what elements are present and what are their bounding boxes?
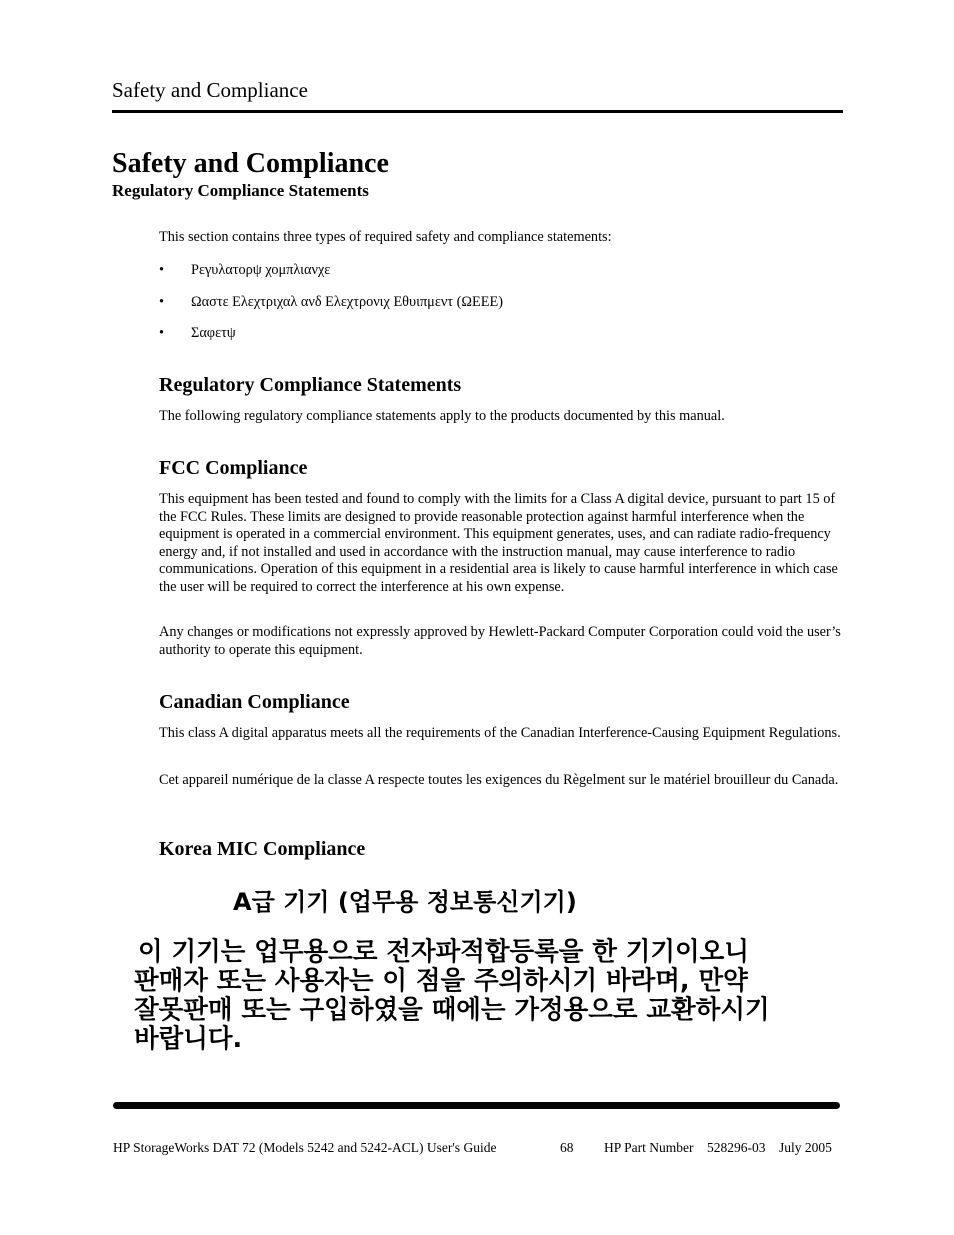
list-item [159, 294, 503, 326]
page-subtitle: Regulatory Compliance Statements [112, 181, 369, 200]
fcc-heading: FCC Compliance [159, 457, 308, 479]
fcc-paragraph-2: Any changes or modifications not expressly approved by Hewlett-Packard Computer Corporation could void the user’s authority to operate this equipment. [159, 624, 841, 658]
regulatory-heading: Regulatory Compliance Statements [159, 374, 462, 396]
korea-statement-line: 잘못판매 또는 구입하였을 때에는 가정용으로 교환하시기 [134, 995, 770, 1025]
list-item [159, 325, 503, 357]
canadian-paragraph-fr: Cet appareil numérique de la classe A respecte toutes les exigences du Règelment sur le matériel brouilleur du Canada. [159, 772, 839, 788]
footer-part-number: 528296-03 [707, 1140, 766, 1155]
fcc-paragraph-1: This equipment has been tested and found to comply with the limits for a Class A digital device, pursuant to part 15 of the FCC Rules. These limits are designed to provide reasonable protection against harmful interference when the equipment is operated in a commercial environment. This equipment generates, uses, and can radiate radio-frequency energy and, if not installed and used in accordance with the instruction manual, may cause interference to radio communications. Operation of this equipment in a residential area is likely to cause harmful interference in which case the user will be required to correct the interference at his own expense. [159, 491, 838, 595]
regulatory-paragraph: The following regulatory compliance statements apply to the products documented by this manual. [159, 408, 725, 424]
footer-part-number-label: HP Part Number [604, 1140, 694, 1155]
running-header: Safety and Compliance [112, 78, 308, 102]
footer-date: July 2005 [779, 1140, 832, 1155]
footer-rule [113, 1102, 840, 1109]
bullet-icon: • [159, 262, 165, 278]
list-item-text: Σαφετψ [191, 325, 236, 341]
bullet-icon: • [159, 293, 165, 310]
canadian-heading: Canadian Compliance [159, 691, 350, 713]
korea-statement-body [134, 938, 844, 1054]
intro-paragraph: This section contains three types of required safety and compliance statements: [159, 229, 612, 245]
statement-types-list [159, 262, 503, 357]
canadian-paragraph-en: This class A digital apparatus meets all the requirements of the Canadian Interference-Causing Equipment Regulations. [159, 725, 841, 741]
korea-statement-title: A급 기기 (업무용 정보통신기기) [233, 888, 577, 916]
list-item [159, 262, 503, 294]
bullet-icon: • [159, 325, 165, 341]
korea-heading: Korea MIC Compliance [159, 838, 366, 860]
list-item-text: Ωαστε Ελεχτριχαλ ανδ Ελεχτρονιχ Εθυιπμεντ (ΩΕΕΕ) [191, 293, 503, 310]
korea-statement-line: 이 기기는 업무용으로 전자파적합등록을 한 기기이오니 [138, 937, 749, 967]
page-title: Safety and Compliance [112, 148, 389, 179]
footer-guide-title: HP StorageWorks DAT 72 (Models 5242 and 5242-ACL) User's Guide [113, 1140, 497, 1155]
korea-statement-line: 판매자 또는 사용자는 이 점을 주의하시기 바라며, 만약 [134, 966, 748, 996]
footer-page-number: 68 [560, 1140, 574, 1155]
korea-statement-line: 바랍니다. [134, 1024, 243, 1054]
list-item-text: Ρεγυλατορψ χομπλιανχε [191, 262, 331, 278]
header-rule [112, 110, 843, 113]
